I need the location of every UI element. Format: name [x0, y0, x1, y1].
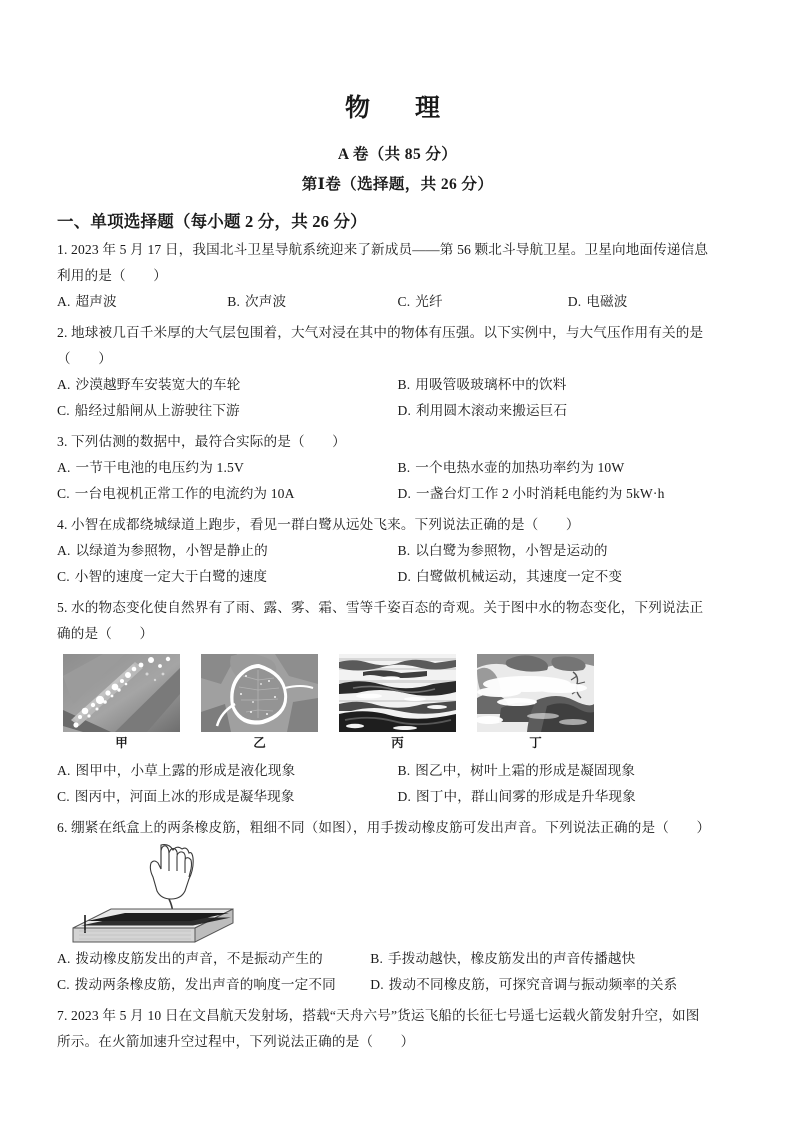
question-6 [57, 810, 738, 998]
option-1-C-label: C. [397, 294, 411, 309]
option-3-A-label: A. [57, 460, 71, 475]
question-3-stem: 3. 下列估测的数据中，最符合实际的是（ ） [57, 434, 346, 449]
option-2-B-label: B. [397, 377, 411, 392]
option-4-D[interactable] [398, 564, 739, 590]
question-3-options-row2 [57, 481, 738, 507]
option-1-C[interactable] [398, 289, 568, 315]
option-4-A-label: A. [57, 543, 71, 558]
figure-ding-caption: 丁 [529, 736, 542, 750]
option-3-D-text: 一盏台灯工作 2 小时消耗电能约为 5kW·h [416, 486, 665, 501]
question-1-stem: 1. 2023 年 5 月 17 日，我国北斗卫星导航系统迎来了新成员——第 56 颗北斗导航卫星。卫星向地面传递信息 [57, 242, 709, 257]
option-3-A[interactable] [57, 455, 398, 481]
option-5-A[interactable] [57, 758, 398, 784]
option-5-C[interactable] [57, 784, 398, 810]
frost-on-leaf-image [201, 654, 318, 732]
question-6-options-row1 [57, 946, 738, 972]
option-3-D[interactable] [398, 481, 739, 507]
option-3-B[interactable] [398, 455, 739, 481]
option-2-B[interactable] [398, 372, 739, 398]
option-2-A-label: A. [57, 377, 71, 392]
option-3-D-label: D. [397, 486, 412, 501]
question-6-figure [65, 843, 240, 946]
option-1-B-label: B. [227, 294, 241, 309]
question-7 [57, 998, 738, 1055]
question-1 [57, 232, 738, 315]
mist-in-mountains-image [477, 654, 594, 732]
option-1-A-text: 超声波 [75, 294, 117, 309]
option-5-B[interactable] [398, 758, 739, 784]
option-2-D[interactable] [398, 398, 739, 424]
option-2-B-text: 用吸管吸玻璃杯中的饮料 [415, 377, 567, 392]
option-1-B[interactable] [227, 289, 397, 315]
figure-jia-caption: 甲 [115, 736, 128, 750]
question-4-options-row2 [57, 564, 738, 590]
option-5-D[interactable] [398, 784, 739, 810]
option-4-B-label: B. [397, 543, 411, 558]
option-5-D-text: 图丁中，群山间雾的形成是升华现象 [416, 789, 636, 804]
option-5-B-text: 图乙中，树叶上霜的形成是凝固现象 [415, 763, 636, 778]
paper-label: A 卷（共 85 分） [337, 146, 458, 163]
hand-icon [150, 845, 193, 899]
question-2-options-row1 [57, 372, 738, 398]
option-2-D-label: D. [397, 403, 412, 418]
option-4-D-label: D. [397, 569, 412, 584]
section-label: 第Ⅰ卷（选择题，共 26 分） [301, 176, 494, 193]
page-content [57, 0, 738, 1055]
question-4 [57, 507, 738, 590]
option-1-D[interactable] [568, 289, 738, 315]
figure-yi-caption: 乙 [253, 736, 266, 750]
option-4-B[interactable] [398, 538, 739, 564]
option-2-C-text: 船经过船闸从上游驶往下游 [74, 403, 240, 418]
question-1-stem-cont: 利用的是（ ） [57, 268, 167, 283]
option-6-A[interactable] [57, 946, 370, 972]
option-6-C-label: C. [57, 977, 70, 992]
option-6-A-label: A. [57, 951, 71, 966]
question-5-stem: 5. 水的物态变化使自然界有了雨、露、雾、霜、雪等千姿百态的奇观。关于图中水的物态变化，下列说法正 [57, 600, 704, 615]
option-2-A-text: 沙漠越野车安装宽大的车轮 [75, 377, 241, 392]
question-7-stem: 7. 2023 年 5 月 10 日在文昌航天发射场，搭载“天舟六号”货运飞船的长征七号遥七运载火箭发射升空，如图 [57, 1008, 700, 1023]
question-1-options [57, 289, 738, 315]
option-3-C-text: 一台电视机正常工作的电流约为 10A [74, 486, 295, 501]
question-7-stem-cont: 所示。在火箭加速升空过程中，下列说法正确的是（ ） [57, 1034, 415, 1049]
part-heading: 一、单项选择题（每小题 2 分，共 26 分） [57, 212, 367, 231]
option-6-B-label: B. [370, 951, 384, 966]
question-5-figure-group [63, 654, 738, 752]
option-5-C-label: C. [57, 789, 70, 804]
figure-bing-caption: 丙 [391, 736, 404, 750]
question-3-options-row1 [57, 455, 738, 481]
option-4-D-text: 白鹭做机械运动，其速度一定不变 [416, 569, 623, 584]
option-6-C-text: 拨动两条橡皮筋，发出声音的响度一定不同 [74, 977, 336, 992]
question-4-options-row1 [57, 538, 738, 564]
question-2-options-row2 [57, 398, 738, 424]
option-3-C[interactable] [57, 481, 398, 507]
option-6-B[interactable] [370, 946, 738, 972]
figure-yi [201, 654, 318, 752]
question-3 [57, 424, 738, 507]
figure-jia [63, 654, 180, 752]
ice-on-river-image [339, 654, 456, 732]
option-1-C-text: 光纤 [415, 294, 443, 309]
option-3-B-label: B. [397, 460, 411, 475]
option-2-C[interactable] [57, 398, 398, 424]
option-6-C[interactable] [57, 972, 370, 998]
question-6-options-row2 [57, 972, 738, 998]
option-3-A-text: 一节干电池的电压约为 1.5V [75, 460, 244, 475]
option-1-A[interactable] [57, 289, 227, 315]
question-5-options-row2 [57, 784, 738, 810]
option-4-C-text: 小智的速度一定大于白鹭的速度 [74, 569, 268, 584]
dew-on-grass-image [63, 654, 180, 732]
option-5-C-text: 图丙中，河面上冰的形成是凝华现象 [74, 789, 295, 804]
option-4-A[interactable] [57, 538, 398, 564]
option-5-D-label: D. [397, 789, 412, 804]
option-6-B-text: 手拨动越快，橡皮筋发出的声音传播越快 [388, 951, 636, 966]
question-2-stem-cont: （ ） [57, 351, 112, 366]
figure-ding [477, 654, 594, 752]
option-4-C[interactable] [57, 564, 398, 590]
option-5-A-text: 图甲中，小草上露的形成是液化现象 [75, 763, 296, 778]
option-6-A-text: 拨动橡皮筋发出的声音，不是振动产生的 [75, 951, 323, 966]
question-5-stem-cont: 确的是（ ） [57, 626, 154, 641]
option-3-C-label: C. [57, 486, 70, 501]
option-2-D-text: 利用圆木滚动来搬运巨石 [416, 403, 568, 418]
question-6-stem: 6. 绷紧在纸盒上的两条橡皮筋，粗细不同（如图），用手拨动橡皮筋可发出声音。下列说法正确的是（ ） [57, 820, 711, 835]
option-5-B-label: B. [397, 763, 411, 778]
question-2 [57, 315, 738, 424]
option-3-B-text: 一个电热水壶的加热功率约为 10W [415, 460, 625, 475]
option-1-A-label: A. [57, 294, 71, 309]
option-4-A-text: 以绿道为参照物，小智是静止的 [75, 543, 268, 558]
option-4-C-label: C. [57, 569, 70, 584]
figure-bing [339, 654, 456, 752]
option-2-C-label: C. [57, 403, 70, 418]
page-title: 物 理 [344, 95, 450, 122]
question-5-options-row1 [57, 758, 738, 784]
option-1-D-label: D. [567, 294, 582, 309]
question-4-stem: 4. 小智在成都绕城绿道上跑步，看见一群白鹭从远处飞来。下列说法正确的是（ ） [57, 517, 580, 532]
option-6-D[interactable] [370, 972, 738, 998]
option-6-D-label: D. [370, 977, 384, 992]
option-2-A[interactable] [57, 372, 398, 398]
option-4-B-text: 以白鹭为参照物，小智是运动的 [415, 543, 608, 558]
option-6-D-text: 拨动不同橡皮筋，可探究音调与振动频率的关系 [388, 977, 678, 992]
question-5 [57, 590, 738, 810]
option-1-B-text: 次声波 [245, 294, 287, 309]
option-1-D-text: 电磁波 [586, 294, 628, 309]
option-5-A-label: A. [57, 763, 71, 778]
question-2-stem: 2. 地球被几百千米厚的大气层包围着，大气对浸在其中的物体有压强。以下实例中，与大气压作用有关的是 [57, 325, 704, 340]
